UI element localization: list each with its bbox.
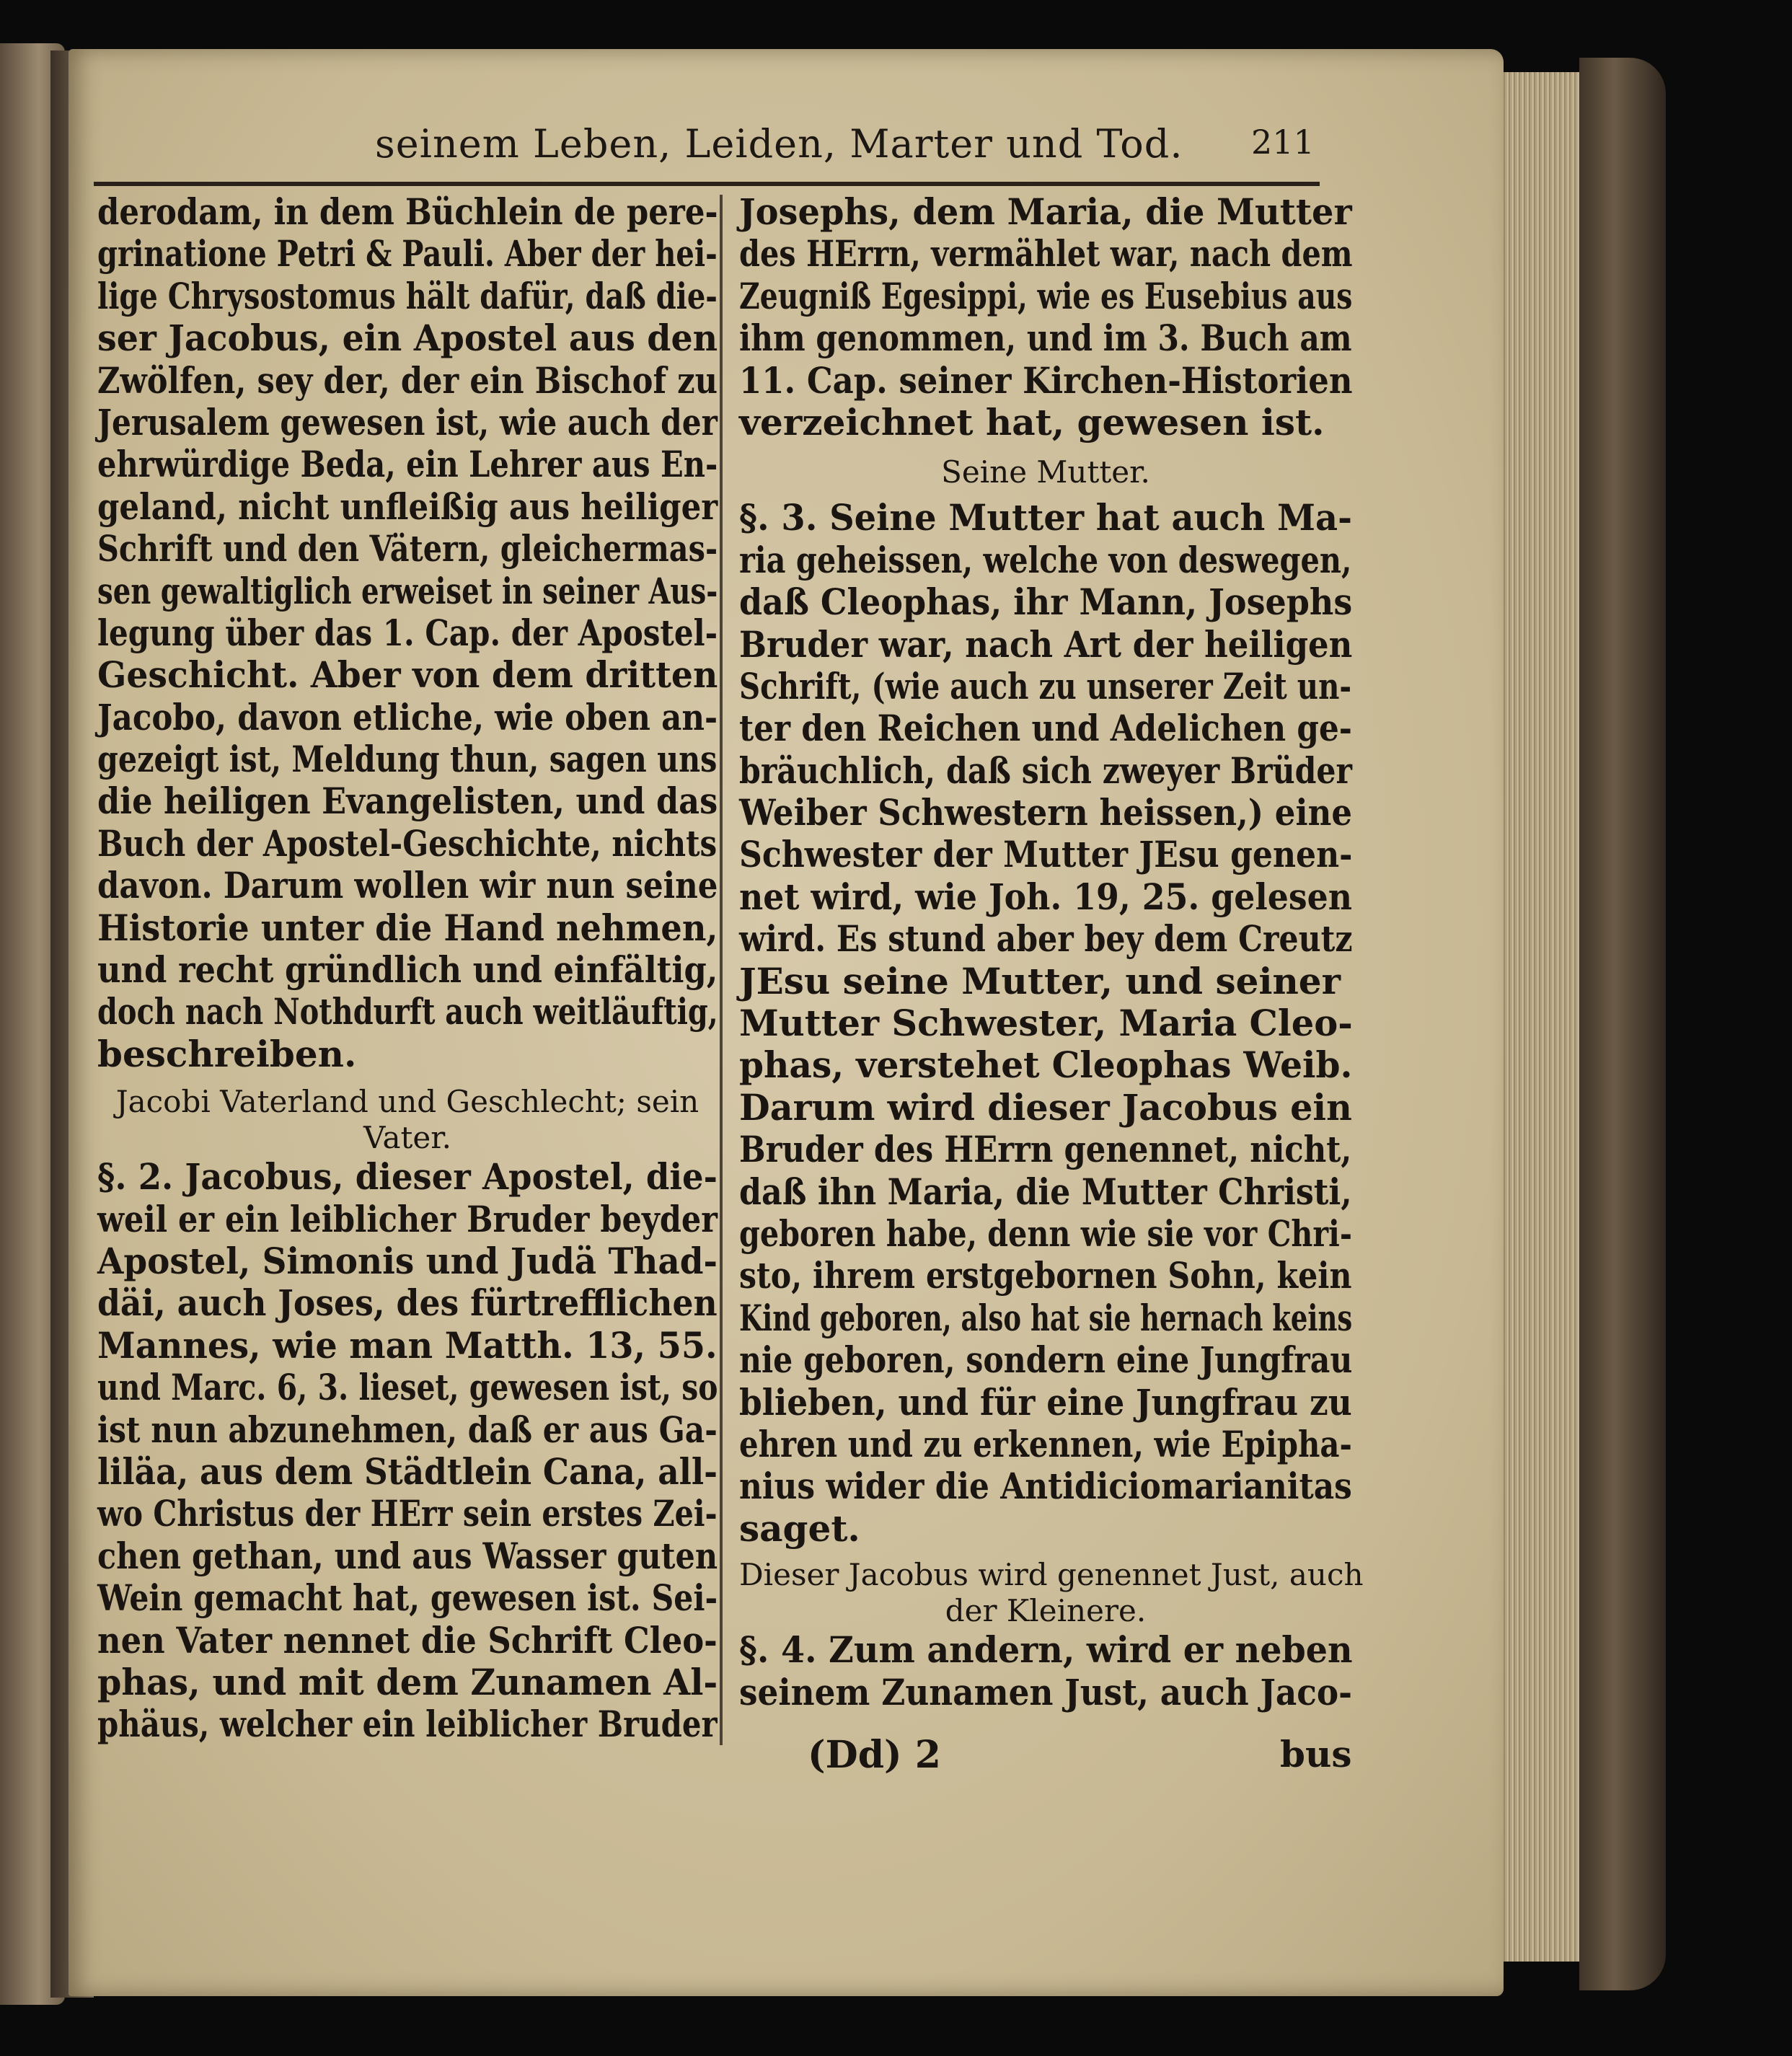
text-line: Schwester der Mutter JEsu genen- bbox=[739, 833, 1353, 876]
text-line: phas, verstehet Cleophas Weib. bbox=[739, 1044, 1353, 1087]
text-line: Zwölfen, sey der, der ein Bischof zu bbox=[97, 358, 718, 402]
text-line: Mannes, wie man Matth. 13, 55. bbox=[97, 1323, 718, 1367]
text-line: wo Christus der HErr sein erstes Zei- bbox=[97, 1492, 718, 1535]
text-line: Zeugniß Egesippi, wie es Eusebius aus bbox=[739, 274, 1353, 317]
page-number: 211 bbox=[1251, 123, 1315, 162]
catchword: bus bbox=[1280, 1733, 1352, 1775]
text-line: phas, und mit dem Zunamen Al- bbox=[97, 1660, 718, 1703]
right-paragraph-c bbox=[739, 1629, 1352, 1713]
text-line: Kind geboren, also hat sie hernach keins bbox=[739, 1296, 1353, 1339]
text-line: nius wider die Antidiciomarianitas bbox=[739, 1465, 1352, 1508]
text-line: derodam, in dem Büchlein de pere- bbox=[97, 190, 718, 233]
text-line: Bruder des HErrn genennet, nicht, bbox=[739, 1128, 1352, 1171]
text-line: und Marc. 6, 3. lieset, gewesen ist, so bbox=[97, 1366, 718, 1409]
text-line: Wein gemacht hat, gewesen ist. Sei- bbox=[97, 1576, 718, 1620]
column-divider bbox=[720, 195, 723, 1745]
text-line: Schrift und den Vätern, gleichermas- bbox=[97, 527, 718, 570]
text-line: die heiligen Evangelisten, und das bbox=[97, 780, 718, 823]
text-line: Jacobo, davon etliche, wie oben an- bbox=[97, 695, 718, 738]
text-line: Weiber Schwestern heissen,) eine bbox=[739, 791, 1352, 834]
text-line: sen gewaltiglich erweiset in seiner Aus- bbox=[97, 569, 718, 612]
text-line: chen gethan, und aus Wasser guten bbox=[97, 1534, 718, 1577]
section-heading-cont: der Kleinere. bbox=[945, 1593, 1147, 1629]
text-line: daß ihn Maria, die Mutter Christi, bbox=[739, 1170, 1352, 1213]
text-line: geland, nicht unfleißig aus heiliger bbox=[97, 485, 718, 528]
header-rule bbox=[94, 182, 1320, 186]
text-line: und recht gründlich und einfältig, bbox=[97, 948, 718, 992]
text-line: §. 2. Jacobus, dieser Apostel, die- bbox=[97, 1155, 718, 1199]
text-line: JEsu seine Mutter, und seiner bbox=[739, 959, 1341, 1002]
text-line: ehren und zu erkennen, wie Epipha- bbox=[739, 1422, 1352, 1465]
text-line: weil er ein leiblicher Bruder beyder bbox=[97, 1197, 718, 1240]
text-line: beschreiben. bbox=[97, 1032, 357, 1075]
text-line: liläa, aus dem Städtlein Cana, all- bbox=[97, 1450, 718, 1493]
text-line: Josephs, dem Maria, die Mutter bbox=[739, 190, 1352, 233]
book-cover bbox=[1579, 58, 1666, 1990]
text-line: Bruder war, nach Art der heiligen bbox=[739, 622, 1353, 666]
text-line: nen Vater nennet die Schrift Cleo- bbox=[97, 1618, 718, 1662]
section-heading-cont: Vater. bbox=[363, 1120, 452, 1156]
text-line: lige Chrysostomus hält dafür, daß die- bbox=[97, 274, 718, 317]
text-line: Historie unter die Hand nehmen, bbox=[97, 906, 718, 949]
section-heading: Dieser Jacobus wird genennet Just, auch bbox=[739, 1557, 1364, 1593]
text-line: bräuchlich, daß sich zweyer Brüder bbox=[739, 749, 1353, 792]
text-line: grinatione Petri & Pauli. Aber der hei- bbox=[97, 232, 718, 275]
text-line: wird. Es stund aber bey dem Creutz bbox=[739, 917, 1353, 961]
signature-mark: (Dd) 2 bbox=[808, 1733, 941, 1777]
text-line: Schrift, (wie auch zu unserer Zeit un- bbox=[739, 664, 1352, 707]
text-line: ist nun abzunehmen, daß er aus Ga- bbox=[97, 1408, 718, 1451]
text-line: 11. Cap. seiner Kirchen-Historien bbox=[739, 358, 1353, 402]
text-line: gezeigt ist, Meldung thun, sagen uns bbox=[97, 738, 718, 781]
text-line: geboren habe, denn wie sie vor Chri- bbox=[739, 1212, 1352, 1255]
text-line: ihm genommen, und im 3. Buch am bbox=[739, 317, 1352, 360]
section-heading: Seine Mutter. bbox=[941, 454, 1150, 490]
text-line: des HErrn, vermählet war, nach dem bbox=[739, 232, 1353, 275]
text-line: ria geheissen, welche von deswegen, bbox=[739, 538, 1352, 581]
section-heading: Jacobi Vaterland und Geschlecht; sein bbox=[115, 1084, 699, 1120]
text-line: davon. Darum wollen wir nun seine bbox=[97, 864, 718, 907]
text-line: §. 3. Seine Mutter hat auch Ma- bbox=[739, 496, 1352, 539]
text-line: legung über das 1. Cap. der Apostel- bbox=[97, 611, 718, 654]
text-line: ehrwürdige Beda, ein Lehrer aus En- bbox=[97, 443, 718, 486]
text-line: Geschicht. Aber von dem dritten bbox=[97, 653, 718, 697]
text-line: phäus, welcher ein leiblicher Bruder bbox=[97, 1703, 718, 1746]
text-line: Mutter Schwester, Maria Cleo- bbox=[739, 1002, 1353, 1045]
text-line: seinem Zunamen Just, auch Jaco- bbox=[739, 1670, 1352, 1713]
left-paragraph-b bbox=[97, 1156, 718, 1745]
right-column bbox=[739, 190, 1364, 1713]
text-line: ter den Reichen und Adelichen ge- bbox=[739, 707, 1352, 750]
text-line: däi, auch Joses, des fürtrefflichen bbox=[97, 1281, 718, 1325]
right-paragraph-b bbox=[739, 497, 1352, 1550]
text-line: Jerusalem gewesen ist, wie auch der bbox=[97, 400, 718, 444]
text-line: saget. bbox=[739, 1506, 860, 1550]
text-line: blieben, und für eine Jungfrau zu bbox=[739, 1380, 1352, 1424]
left-paragraph-a bbox=[97, 191, 718, 1075]
text-line: daß Cleophas, ihr Mann, Josephs bbox=[739, 581, 1353, 624]
text-line: nie geboren, sondern eine Jungfrau bbox=[739, 1338, 1353, 1382]
right-paragraph-a bbox=[739, 191, 1352, 444]
text-line: net wird, wie Joh. 19, 25. gelesen bbox=[739, 875, 1352, 918]
left-column bbox=[97, 191, 718, 1746]
text-line: sto, ihrem erstgebornen Sohn, kein bbox=[739, 1254, 1352, 1297]
running-title: seinem Leben, Leiden, Marter und Tod. bbox=[375, 121, 1183, 167]
text-line: §. 4. Zum andern, wird er neben bbox=[739, 1628, 1353, 1672]
text-line: ser Jacobus, ein Apostel aus den bbox=[97, 317, 718, 360]
text-line: Darum wird dieser Jacobus ein bbox=[739, 1085, 1352, 1129]
text-line: Buch der Apostel-Geschichte, nichts bbox=[97, 821, 718, 865]
text-line: verzeichnet hat, gewesen ist. bbox=[739, 400, 1325, 444]
text-line: doch nach Nothdurft auch weitläuftig, bbox=[97, 990, 718, 1033]
text-line: Apostel, Simonis und Judä Thad- bbox=[97, 1239, 718, 1282]
